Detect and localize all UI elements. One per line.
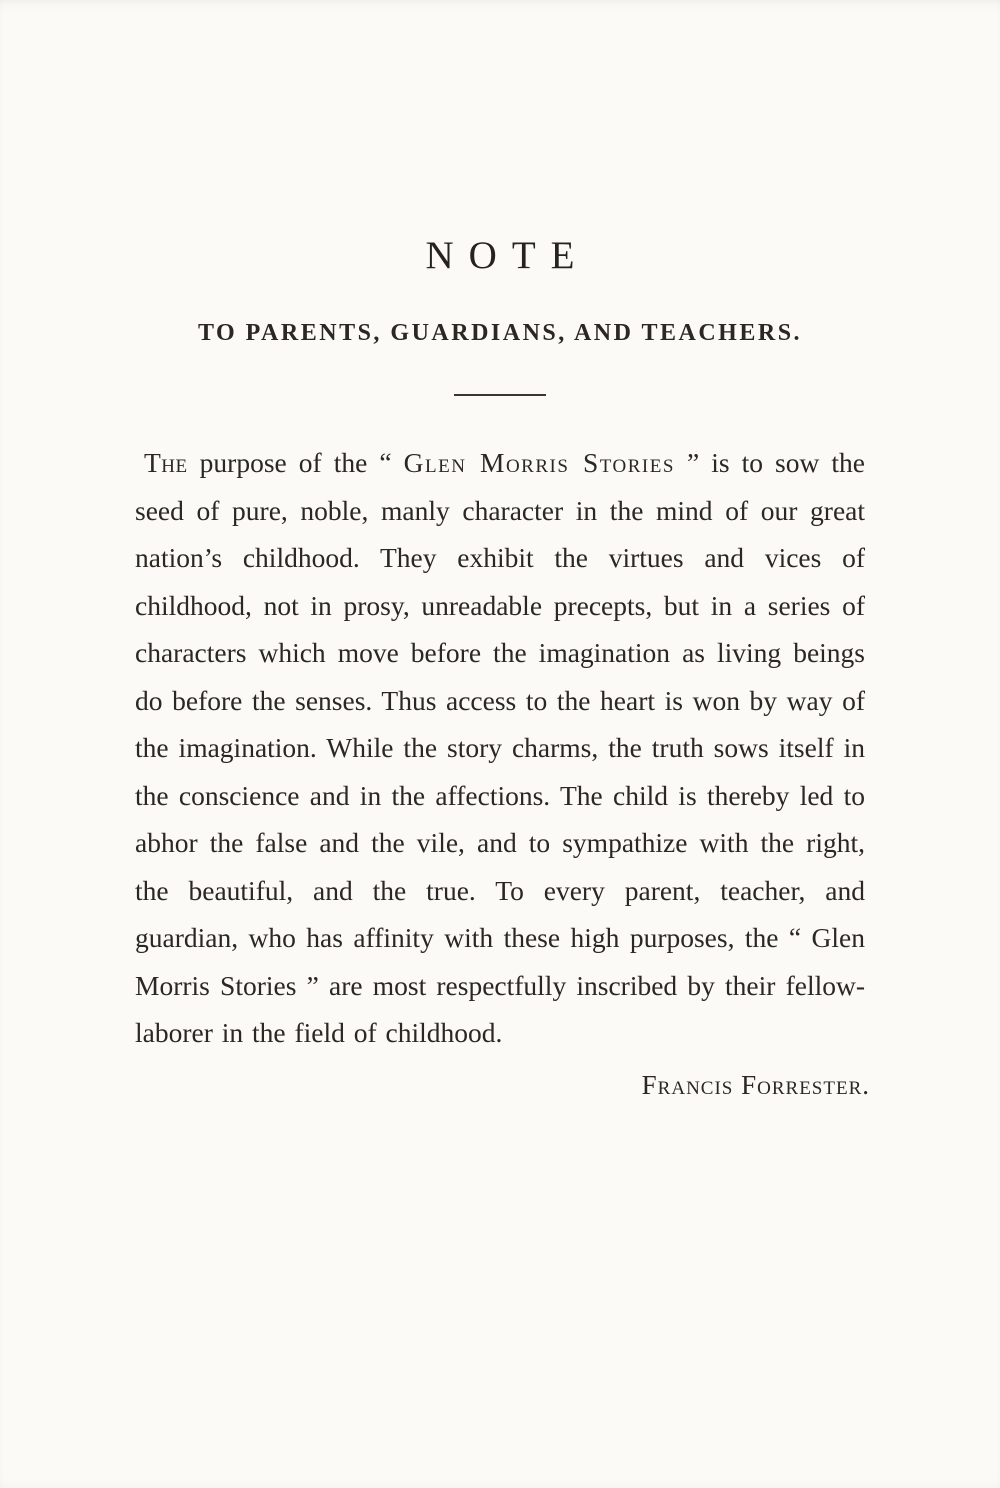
page-subtitle: TO PARENTS, GUARDIANS, AND TEACHERS.: [197, 320, 803, 346]
lead-word: The: [144, 447, 188, 478]
divider-rule: [454, 394, 546, 396]
body-paragraph: [135, 439, 865, 1057]
body-text-part-2: ” is to sow the seed of pure, noble, manly character in the mind of our great nation’s childhood. They exhibit the virtues and vices of childhood, not in prosy, unreadable precepts, but in a series of characters which move before the imagination as living beings do before the senses. Thus access to the heart is won by way of the imagination. While the story charms, the truth sows itself in the conscience and in the affections. The child is thereby led to abhor the false and the vile, and to sympathize with the right, the beautiful, and the true. To every parent, teacher, and guardian, who has affinity with these high purposes, the “ Glen Morris Stories ” are most respectfully inscribed by their fellow-laborer in the field of childhood.: [135, 447, 865, 1048]
series-title: Glen Morris Stories: [403, 447, 675, 478]
page-title: NOTE: [425, 234, 590, 277]
signature: Francis Forrester.: [641, 1069, 870, 1100]
body-text-part-1: purpose of the “: [187, 447, 404, 478]
